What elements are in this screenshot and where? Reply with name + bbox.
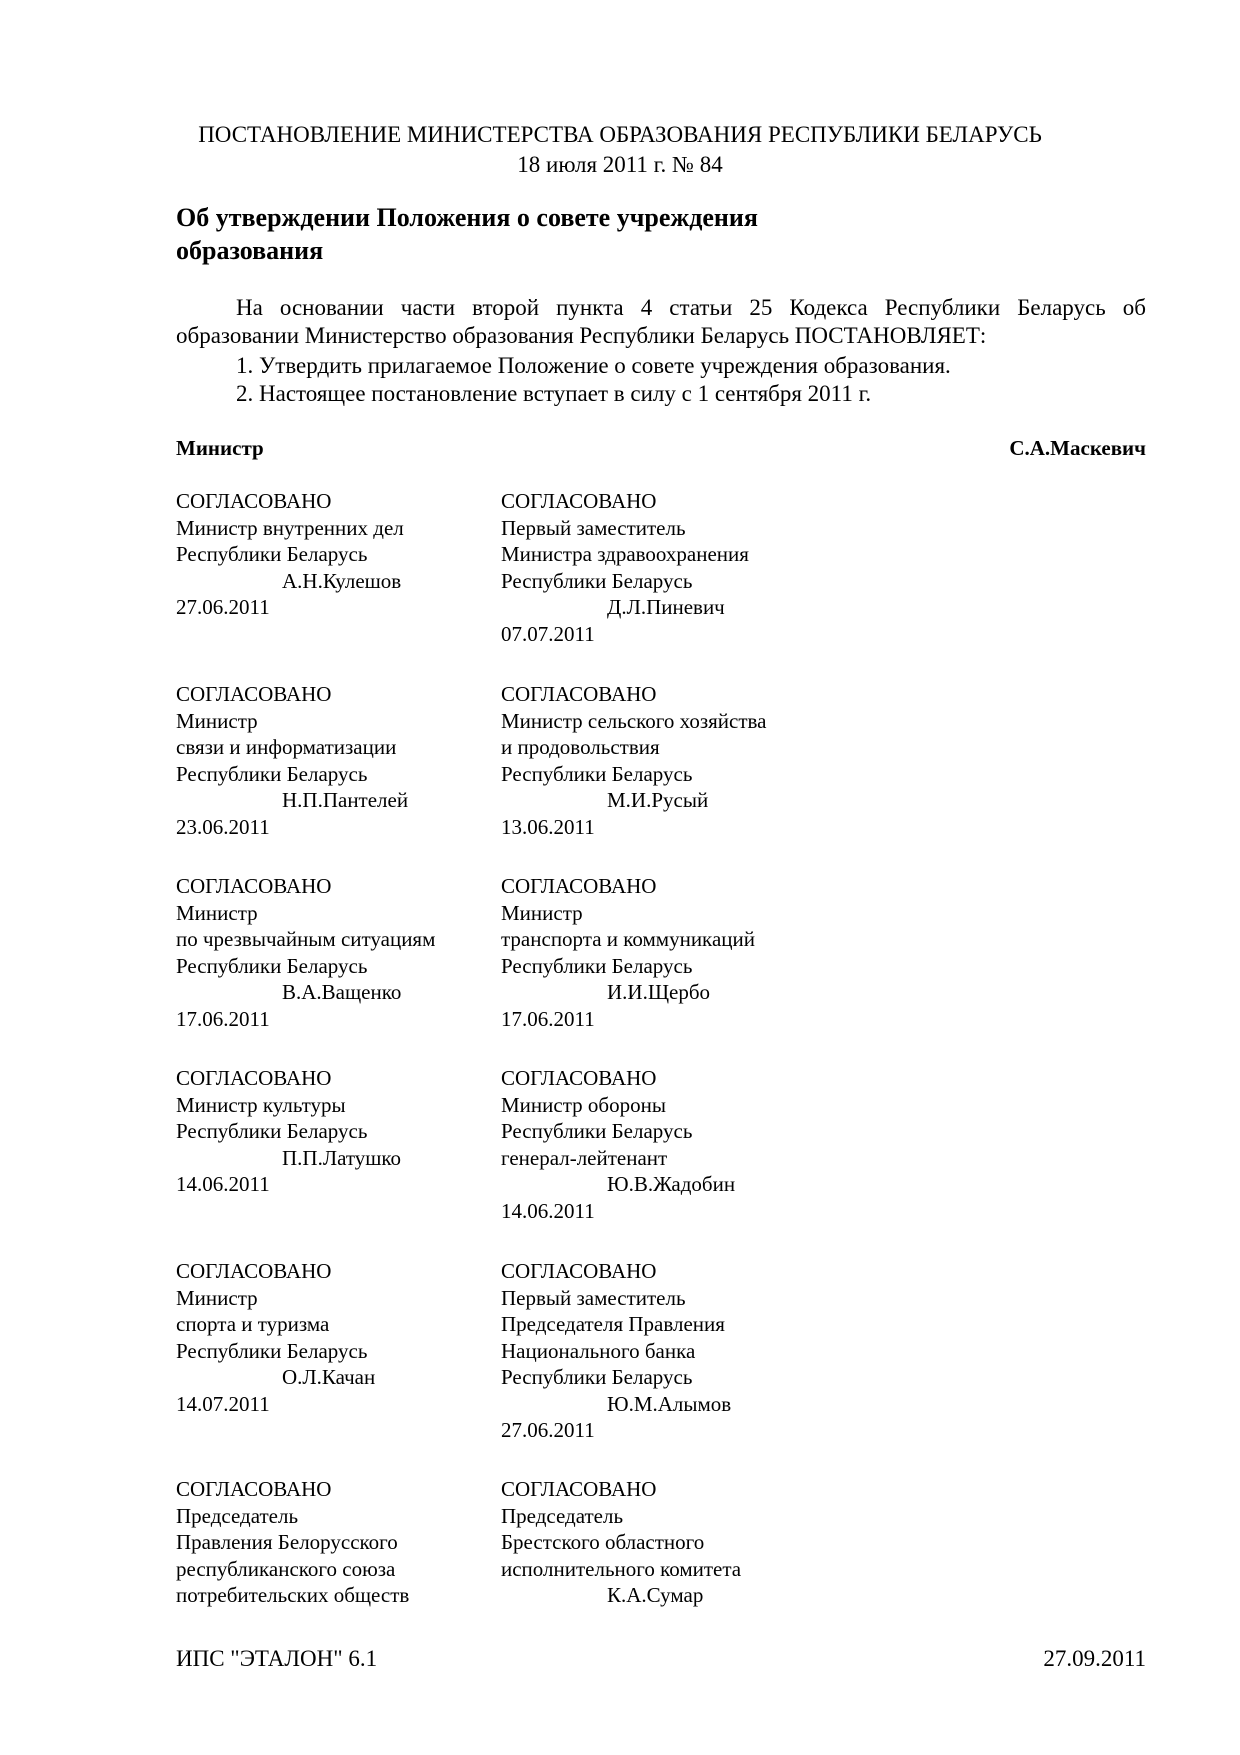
- approval-name: Ю.М.Алымов: [607, 1391, 732, 1416]
- approval-name: О.Л.Качан: [282, 1365, 376, 1389]
- approval-line: Республики Беларусь: [176, 953, 368, 978]
- approval-date: 07.07.2011: [501, 621, 595, 646]
- approval-line: Министр: [501, 900, 583, 925]
- approval-line: Республики Беларусь: [501, 568, 693, 593]
- approval-line: Первый заместитель: [501, 515, 686, 540]
- approval-name: И.И.Щербо: [607, 980, 711, 1004]
- resolution-item-2: 2. Настоящее постановление вступает в силу с 1 сентября 2011 г.: [236, 381, 872, 406]
- approval-line: республиканского союза: [176, 1556, 396, 1581]
- signatory-name: С.А.Маскевич: [1009, 436, 1146, 460]
- approval-line: Республики Беларусь: [176, 1338, 368, 1363]
- approval-label: СОГЛАСОВАНО: [501, 874, 657, 898]
- approval-block: [176, 488, 476, 621]
- approval-line: Председатель: [501, 1503, 624, 1528]
- approval-date: 13.06.2011: [501, 814, 595, 839]
- approval-line: и продовольствия: [501, 735, 660, 759]
- approval-date: 17.06.2011: [501, 1006, 595, 1031]
- approval-label: СОГЛАСОВАНО: [176, 1477, 332, 1501]
- approval-line: Республики Беларусь: [501, 1119, 693, 1143]
- approval-date: 14.06.2011: [501, 1198, 595, 1223]
- approval-block: [176, 1258, 476, 1417]
- title-line-2: образования: [176, 236, 324, 265]
- approval-date: 17.06.2011: [176, 1006, 270, 1031]
- approval-line: Министр: [176, 708, 258, 733]
- approval-line: Республики Беларусь: [501, 761, 693, 786]
- approval-label: СОГЛАСОВАНО: [176, 874, 332, 898]
- approval-line: спорта и туризма: [176, 1312, 330, 1336]
- approval-line: исполнительного комитета: [501, 1556, 742, 1581]
- approval-label: СОГЛАСОВАНО: [176, 1259, 332, 1283]
- approval-line: Председателя Правления: [501, 1312, 725, 1336]
- approval-line: Министр обороны: [501, 1092, 666, 1117]
- signatory-position: Министр: [176, 436, 264, 460]
- approval-label: СОГЛАСОВАНО: [501, 1066, 657, 1090]
- approval-block: [501, 488, 801, 647]
- approval-block: [176, 1065, 476, 1198]
- approval-date: 23.06.2011: [176, 814, 270, 839]
- approval-name: П.П.Латушко: [282, 1145, 402, 1170]
- approval-name: М.И.Русый: [607, 788, 709, 812]
- approval-block: [176, 1476, 476, 1609]
- approval-label: СОГЛАСОВАНО: [176, 682, 332, 706]
- header-date-number: 18 июля 2011 г. № 84: [517, 152, 723, 177]
- approval-name: В.А.Ващенко: [282, 980, 402, 1004]
- approval-line: по чрезвычайным ситуациям: [176, 927, 436, 951]
- approval-block: [501, 1476, 801, 1609]
- resolution-item-1: 1. Утвердить прилагаемое Положение о совете учреждения образования.: [236, 353, 951, 378]
- footer-source: ИПС "ЭТАЛОН" 6.1: [176, 1646, 378, 1671]
- intro-paragraph: На основании части второй пункта 4 статьи 25 Кодекса Республики Беларусь об образовании Министерство образования Республики Беларусь ПОСТАНОВЛЯЕТ:: [176, 295, 1146, 348]
- approval-label: СОГЛАСОВАНО: [176, 1066, 332, 1090]
- approval-date: 14.07.2011: [176, 1391, 270, 1416]
- approval-line: связи и информатизации: [176, 735, 397, 759]
- approval-name: Н.П.Пантелей: [282, 788, 409, 812]
- approval-date: 27.06.2011: [176, 595, 270, 619]
- approval-line: генерал-лейтенант: [501, 1145, 668, 1170]
- approval-line: Республики Беларусь: [176, 761, 368, 786]
- approval-line: транспорта и коммуникаций: [501, 927, 755, 951]
- approval-line: Национального банка: [501, 1338, 696, 1363]
- approval-line: Первый заместитель: [501, 1285, 686, 1310]
- approval-line: Министра здравоохранения: [501, 542, 749, 566]
- approval-date: 27.06.2011: [501, 1418, 595, 1442]
- approval-label: СОГЛАСОВАНО: [176, 489, 332, 513]
- approval-label: СОГЛАСОВАНО: [501, 489, 657, 513]
- approval-line: Республики Беларусь: [501, 1365, 693, 1389]
- approval-line: Брестского областного: [501, 1530, 705, 1554]
- approval-line: потребительских обществ: [176, 1583, 410, 1607]
- approval-line: Республики Беларусь: [501, 953, 693, 978]
- approval-date: 14.06.2011: [176, 1172, 270, 1196]
- approval-line: Председатель: [176, 1503, 299, 1528]
- approval-label: СОГЛАСОВАНО: [501, 1477, 657, 1501]
- approval-block: [501, 1258, 801, 1444]
- approval-line: Министр внутренних дел: [176, 515, 404, 540]
- approval-block: [501, 873, 801, 1032]
- approval-name: Д.Л.Пиневич: [607, 595, 725, 619]
- approval-name: А.Н.Кулешов: [282, 568, 402, 593]
- approval-line: Министр сельского хозяйства: [501, 708, 767, 733]
- approval-label: СОГЛАСОВАНО: [501, 1259, 657, 1283]
- approval-line: Министр: [176, 900, 258, 925]
- approval-block: [501, 1065, 801, 1224]
- document-title: [176, 201, 876, 267]
- approval-line: Республики Беларусь: [176, 1119, 368, 1143]
- footer-date: 27.09.2011: [1043, 1646, 1146, 1671]
- approval-block: [176, 681, 476, 840]
- document-header: [0, 120, 1240, 180]
- approval-line: Министр: [176, 1285, 258, 1310]
- approval-block: [501, 681, 801, 840]
- title-line-1: Об утверждении Положения о совете учреждения: [176, 203, 758, 232]
- approval-block: [176, 873, 476, 1032]
- approval-line: Министр культуры: [176, 1092, 346, 1117]
- header-issuer: ПОСТАНОВЛЕНИЕ МИНИСТЕРСТВА ОБРАЗОВАНИЯ РЕСПУБЛИКИ БЕЛАРУСЬ: [198, 122, 1042, 147]
- approval-name: К.А.Сумар: [607, 1583, 704, 1607]
- approval-line: Правления Белорусского: [176, 1530, 398, 1554]
- approval-name: Ю.В.Жадобин: [607, 1172, 736, 1196]
- approval-line: Республики Беларусь: [176, 542, 368, 566]
- approval-label: СОГЛАСОВАНО: [501, 682, 657, 706]
